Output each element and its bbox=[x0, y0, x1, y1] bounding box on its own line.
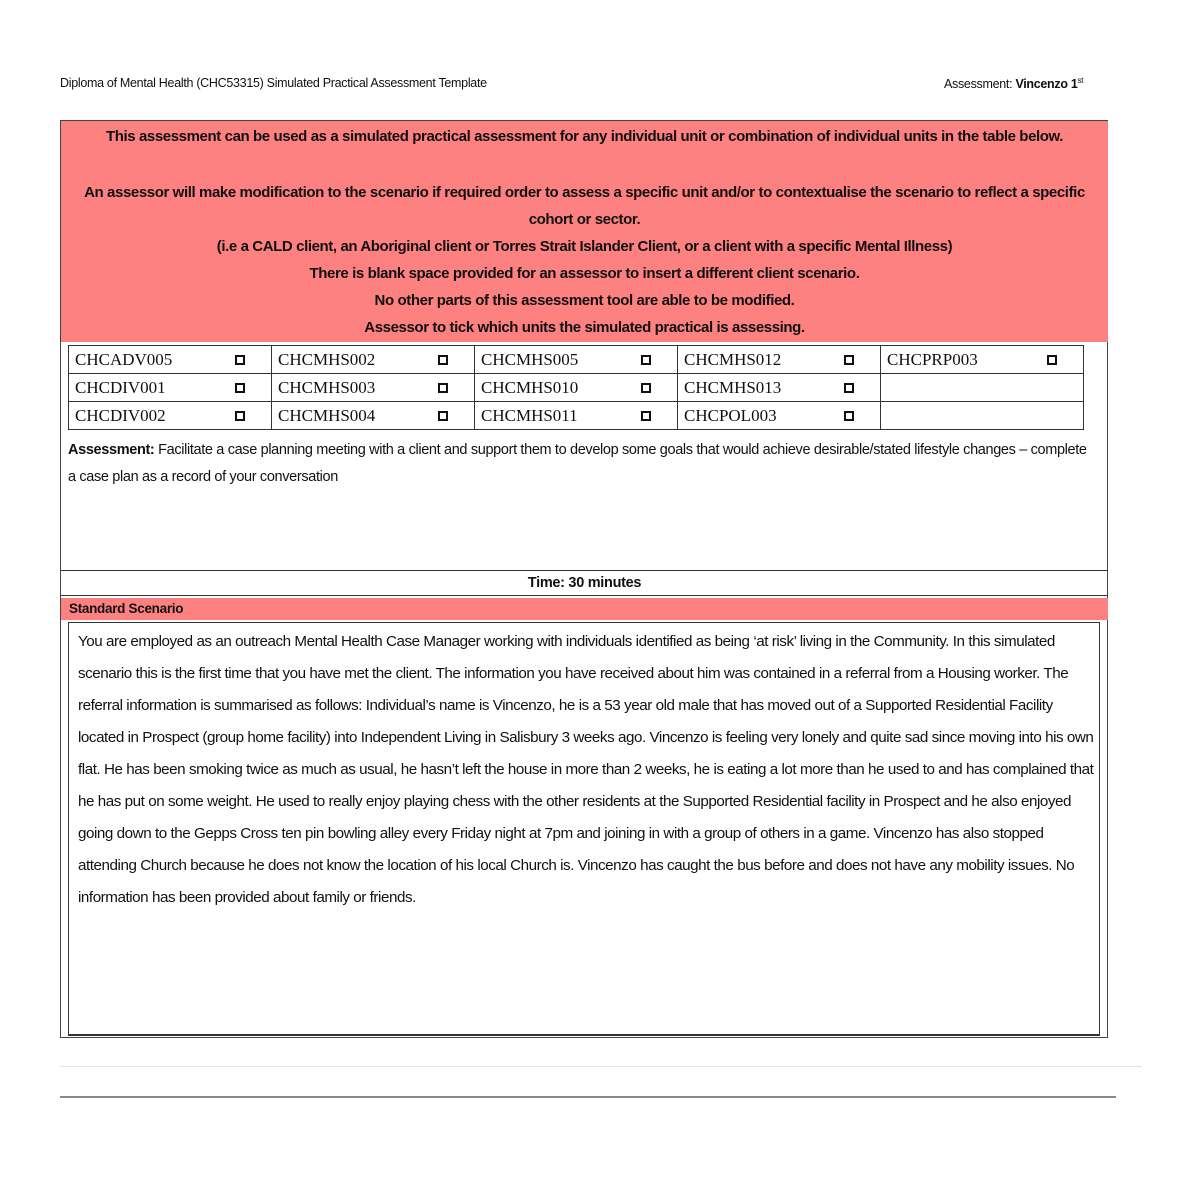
unit-checkbox[interactable] bbox=[438, 355, 448, 365]
empty-cell bbox=[881, 374, 1084, 402]
unit-code: CHCMHS003 bbox=[278, 377, 376, 397]
notice-line: No other parts of this assessment tool are able to be modified. bbox=[374, 292, 795, 309]
page-divider bbox=[60, 1066, 1142, 1067]
unit-code: CHCPRP003 bbox=[887, 349, 978, 369]
notice-line: An assessor will make modification to the scenario if required order to assess a specific unit and/or to contextualise the scenario to reflect a specific bbox=[84, 184, 1085, 201]
unit-checkbox[interactable] bbox=[641, 383, 651, 393]
notice-line: There is blank space provided for an assessor to insert a different client scenario. bbox=[309, 265, 860, 282]
notice-banner bbox=[61, 121, 1108, 342]
table-row bbox=[69, 374, 1084, 402]
unit-checkbox[interactable] bbox=[1047, 355, 1057, 365]
assessment-description-text: Facilitate a case planning meeting with a client and support them to develop some goals that would achieve desirable/stated lifestyle changes – complete a case plan as a record of your conversation bbox=[68, 442, 1087, 485]
page-footer-rule bbox=[60, 1096, 1116, 1098]
unit-code: CHCDIV002 bbox=[75, 405, 166, 425]
assessment-name-suffix: st bbox=[1077, 76, 1084, 85]
unit-cell[interactable] bbox=[678, 346, 881, 374]
assessment-description-label: Assessment: bbox=[68, 442, 155, 458]
unit-checkbox[interactable] bbox=[641, 355, 651, 365]
unit-checkbox[interactable] bbox=[438, 383, 448, 393]
scenario-text: You are employed as an outreach Mental Health Case Manager working with individuals identified as being ‘at risk’ living in the Community. In this simulated scenario this is the first time that you have met the client. The information you have received about him was contained in a referral from a Housing worker. The referral information is summarised as follows: Individual’s name is Vincenzo, he is a 53 year old male that has moved out of a Supported Residential Facility located in Prospect (group home facility) into Independent Living in Salisbury 3 weeks ago. Vincenzo is feeling very lonely and quite sad since moving into his own flat. He has been smoking twice as much as usual, he hasn’t left the house in more than 2 weeks, he is eating a lot more than he used to and has complained that he has put on some weight. He used to really enjoy playing chess with the other residents at the Supported Residential facility in Prospect and he also enjoyed going down to the Gepps Cross ten pin bowling alley every Friday night at 7pm and joining in with a group of others in a game. Vincenzo has also stopped attending Church because he does not know the location of his local Church is. Vincenzo has caught the bus before and does not have any mobility issues. No information has been provided about family or friends. bbox=[78, 633, 1094, 906]
unit-code: CHCMHS011 bbox=[481, 405, 578, 425]
unit-cell[interactable] bbox=[272, 346, 475, 374]
document-header-assessment bbox=[944, 76, 1083, 91]
units-table bbox=[68, 345, 1084, 430]
unit-cell[interactable] bbox=[475, 402, 678, 430]
unit-code: CHCMHS010 bbox=[481, 377, 579, 397]
unit-checkbox[interactable] bbox=[844, 411, 854, 421]
unit-checkbox[interactable] bbox=[844, 383, 854, 393]
unit-code: CHCMHS013 bbox=[684, 377, 782, 397]
unit-checkbox[interactable] bbox=[235, 355, 245, 365]
unit-checkbox[interactable] bbox=[235, 411, 245, 421]
unit-cell[interactable] bbox=[272, 374, 475, 402]
unit-cell[interactable] bbox=[678, 374, 881, 402]
assessment-description bbox=[68, 437, 1098, 491]
unit-code: CHCMHS004 bbox=[278, 405, 376, 425]
unit-cell[interactable] bbox=[881, 346, 1084, 374]
table-row bbox=[69, 346, 1084, 374]
unit-code: CHCADV005 bbox=[75, 349, 173, 369]
document-header-title: Diploma of Mental Health (CHC53315) Simulated Practical Assessment Template bbox=[60, 76, 487, 90]
assessment-name: Vincenzo 1 bbox=[1015, 77, 1078, 92]
assessment-label: Assessment: bbox=[944, 77, 1016, 92]
unit-cell[interactable] bbox=[69, 374, 272, 402]
unit-checkbox[interactable] bbox=[438, 411, 448, 421]
unit-cell[interactable] bbox=[678, 402, 881, 430]
unit-checkbox[interactable] bbox=[235, 383, 245, 393]
notice-line: cohort or sector. bbox=[528, 211, 641, 228]
notice-line: Assessor to tick which units the simulated practical is assessing. bbox=[364, 319, 805, 336]
scenario-heading: Standard Scenario bbox=[61, 598, 1108, 620]
unit-code: CHCMHS002 bbox=[278, 349, 376, 369]
unit-cell[interactable] bbox=[272, 402, 475, 430]
unit-checkbox[interactable] bbox=[844, 355, 854, 365]
unit-code: CHCPOL003 bbox=[684, 405, 777, 425]
unit-code: CHCMHS005 bbox=[481, 349, 579, 369]
time-allocation: Time: 30 minutes bbox=[61, 570, 1108, 596]
notice-line: (i.e a CALD client, an Aboriginal client or Torres Strait Islander Client, or a client with a specific Mental Illness) bbox=[216, 238, 953, 255]
unit-cell[interactable] bbox=[475, 374, 678, 402]
empty-cell bbox=[881, 402, 1084, 430]
notice-line: This assessment can be used as a simulated practical assessment for any individual unit or combination of individual units in the table below. bbox=[105, 128, 1064, 145]
unit-code: CHCDIV001 bbox=[75, 377, 166, 397]
unit-checkbox[interactable] bbox=[641, 411, 651, 421]
unit-cell[interactable] bbox=[475, 346, 678, 374]
unit-cell[interactable] bbox=[69, 346, 272, 374]
unit-code: CHCMHS012 bbox=[684, 349, 782, 369]
table-row bbox=[69, 402, 1084, 430]
unit-cell[interactable] bbox=[69, 402, 272, 430]
